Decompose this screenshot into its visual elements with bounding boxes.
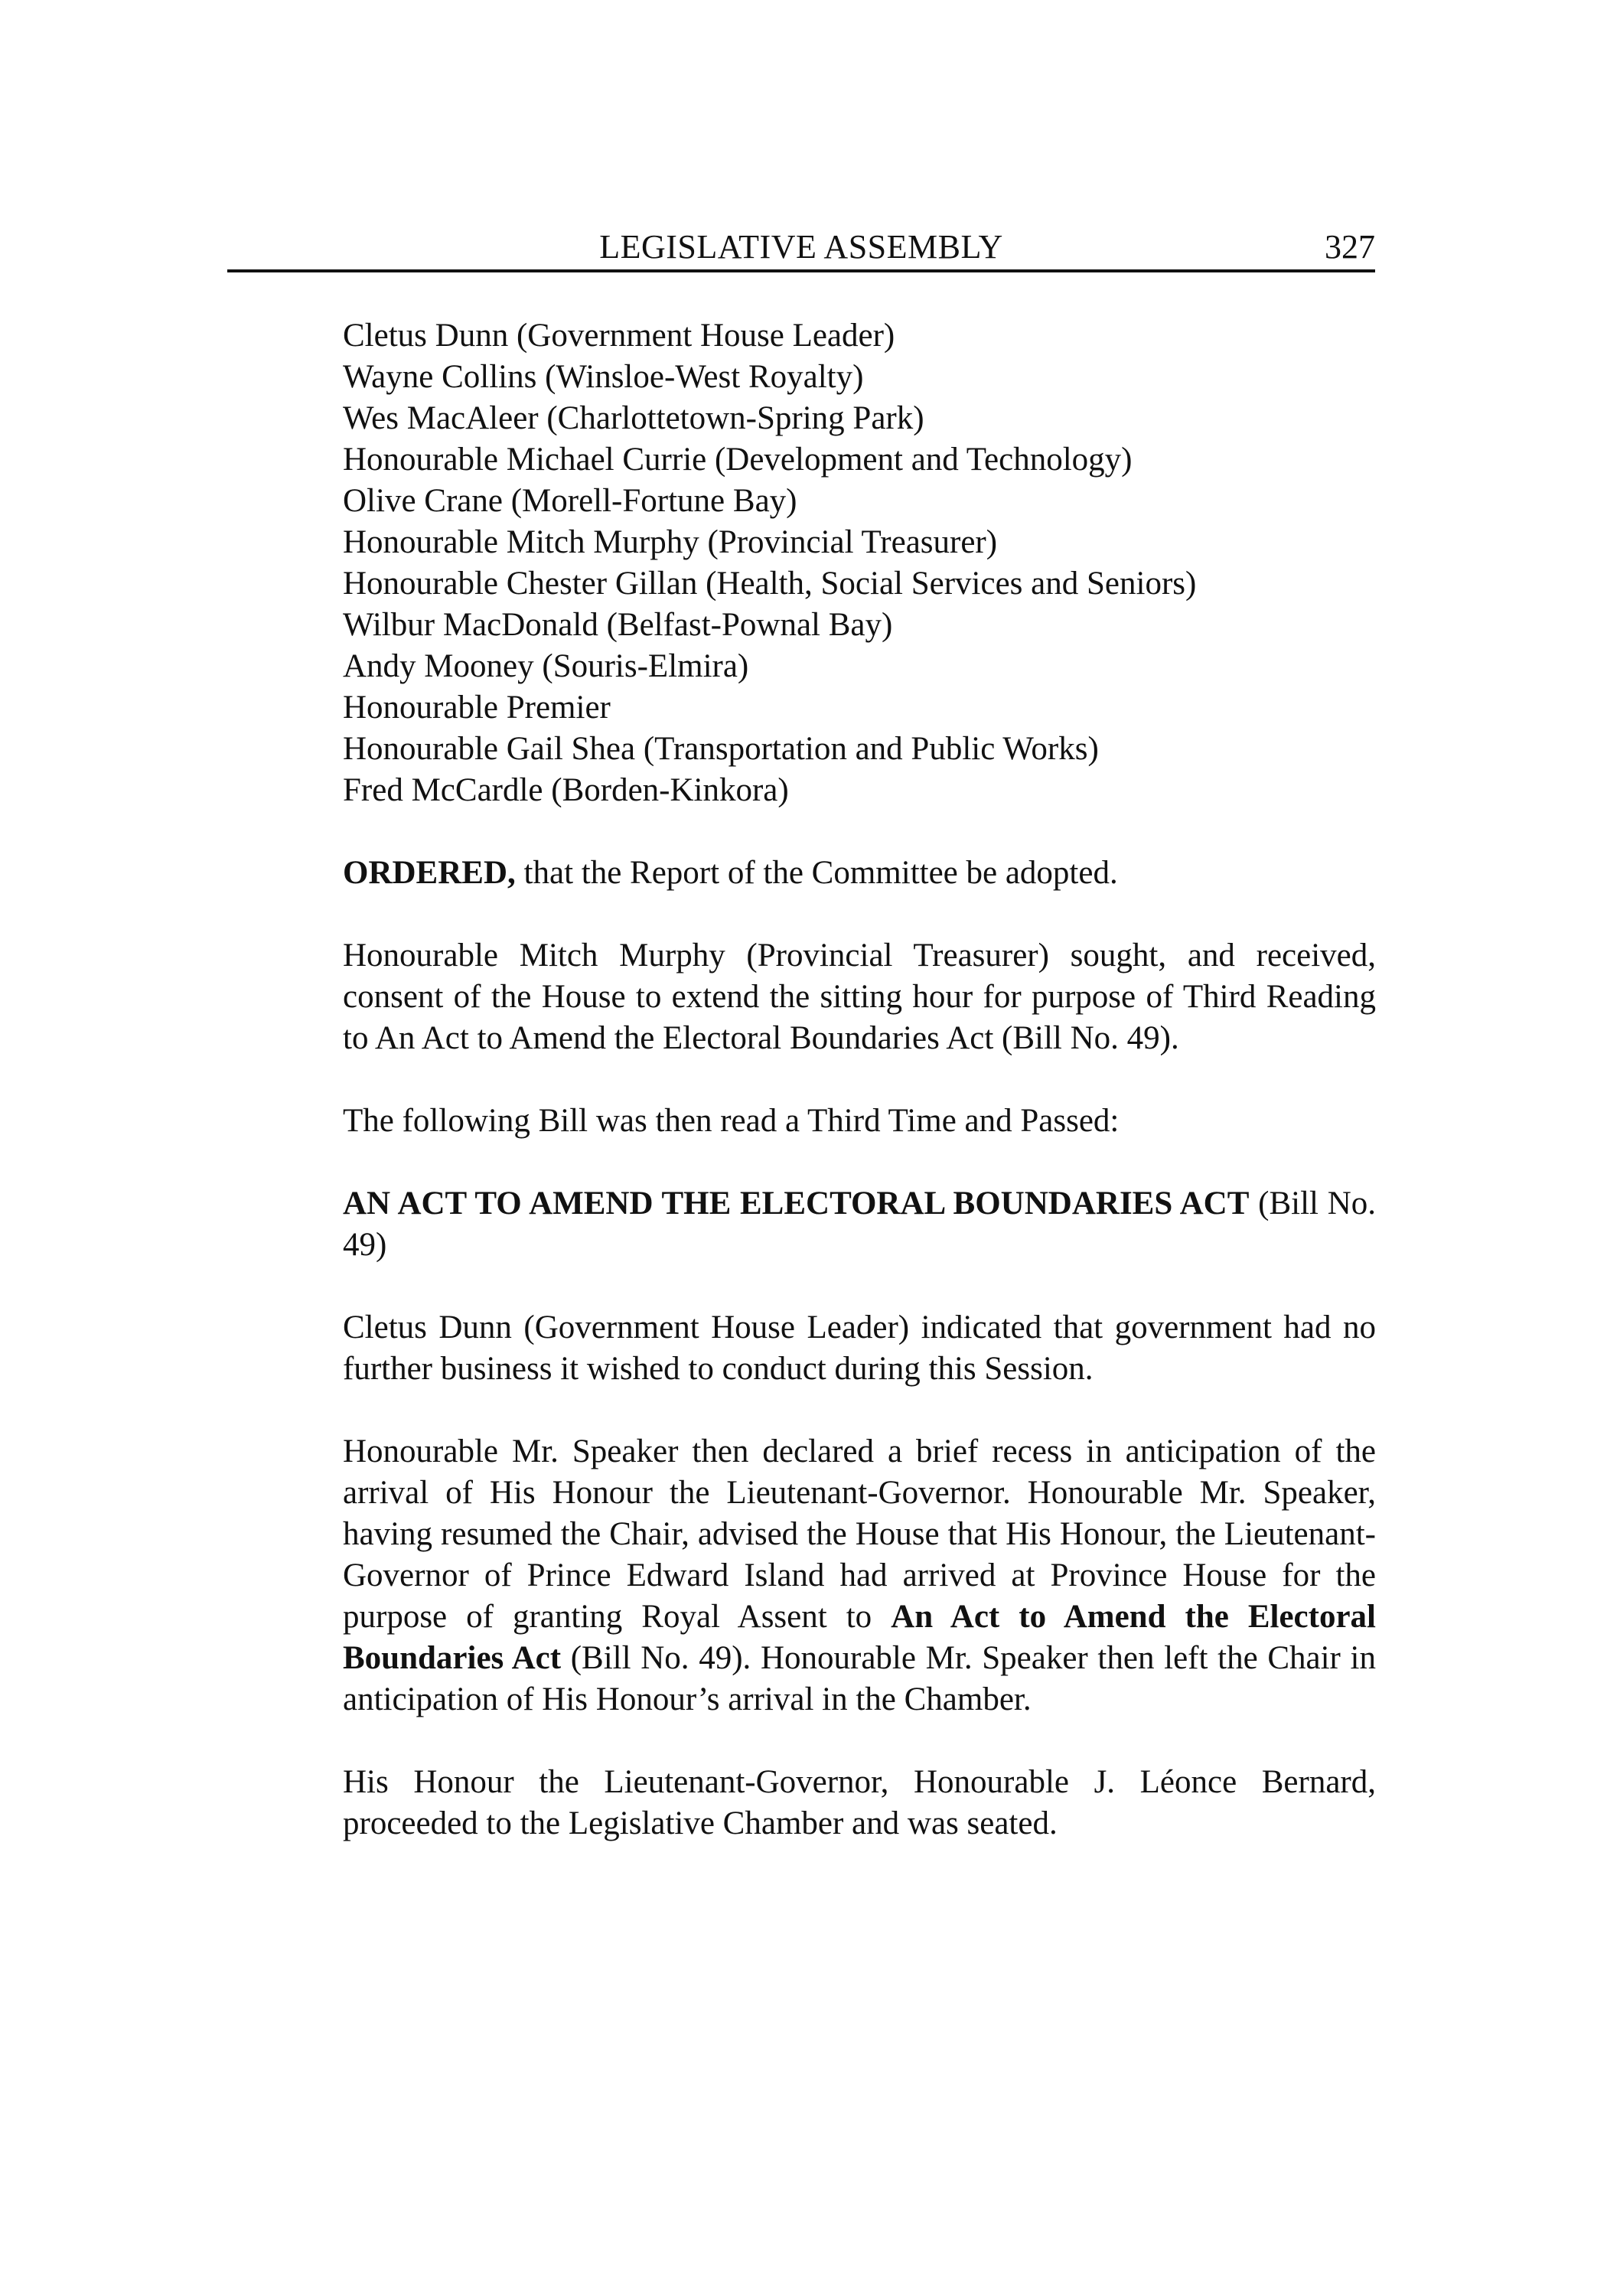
committee-member-list	[343, 315, 1376, 811]
journal-body	[343, 315, 1376, 1844]
member-entry: Fred McCardle (Borden-Kinkora)	[343, 772, 789, 808]
bill-number: (Bill No. 49)	[343, 1186, 1376, 1263]
recess-text-1: Honourable Mr. Speaker then declared a brief recess in anticipation of the arrival of His Honour the Lieutenant-Governor. Honourable Mr. Speaker, having resumed the Chair, advised the House that His Honour, the Lieutenant-Governor of Prince Edward Island had arrived at Province House for the purpose of granting Royal Assent to	[343, 1433, 1376, 1635]
no-further-business-paragraph: Cletus Dunn (Government House Leader) indicated that government had no further business it wished to conduct during this Session.	[343, 1309, 1376, 1387]
recess-paragraph	[343, 1431, 1376, 1720]
recess-text-2: (Bill No. 49). Honourable Mr. Speaker then left the Chair in anticipation of His Honour’s arrival in the Chamber.	[343, 1640, 1376, 1717]
ordered-paragraph	[343, 853, 1376, 894]
member-entry: Andy Mooney (Souris-Elmira)	[343, 648, 749, 684]
member-entry: Wilbur MacDonald (Belfast-Pownal Bay)	[343, 607, 893, 643]
member-entry: Honourable Michael Currie (Development and Technology)	[343, 442, 1133, 478]
ordered-label: ORDERED,	[343, 855, 516, 891]
member-entry: Wayne Collins (Winsloe-West Royalty)	[343, 359, 864, 395]
member-entry: Honourable Chester Gillan (Health, Social Services and Seniors)	[343, 566, 1197, 602]
royal-assent-act-title: An Act to Amend the Electoral Boundaries Act	[343, 1599, 1376, 1676]
member-entry: Honourable Gail Shea (Transportation and Public Works)	[343, 731, 1099, 767]
sitting-extension-paragraph: Honourable Mitch Murphy (Provincial Treasurer) sought, and received, consent of the House to extend the sitting hour for purpose of Third Reading to An Act to Amend the Electoral Boundaries Act (Bill No. 49).	[343, 938, 1376, 1056]
page-number: 327	[1325, 228, 1375, 266]
member-entry: Cletus Dunn (Government House Leader)	[343, 318, 895, 354]
third-reading-intro: The following Bill was then read a Third Time and Passed:	[343, 1103, 1120, 1139]
running-head-title: LEGISLATIVE ASSEMBLY	[599, 228, 1003, 266]
bill-title-paragraph	[343, 1183, 1376, 1266]
member-entry: Olive Crane (Morell-Fortune Bay)	[343, 483, 797, 519]
page-header	[227, 225, 1375, 272]
lieutenant-governor-arrival-paragraph: His Honour the Lieutenant-Governor, Honourable J. Léonce Bernard, proceeded to the Legislative Chamber and was seated.	[343, 1764, 1376, 1841]
bill-title: AN ACT TO AMEND THE ELECTORAL BOUNDARIES ACT	[343, 1186, 1250, 1221]
member-entry: Honourable Premier	[343, 690, 611, 726]
ordered-text: that the Report of the Committee be adopted.	[515, 855, 1118, 891]
member-entry: Wes MacAleer (Charlottetown-Spring Park)	[343, 400, 924, 436]
member-entry: Honourable Mitch Murphy (Provincial Treasurer)	[343, 524, 998, 560]
